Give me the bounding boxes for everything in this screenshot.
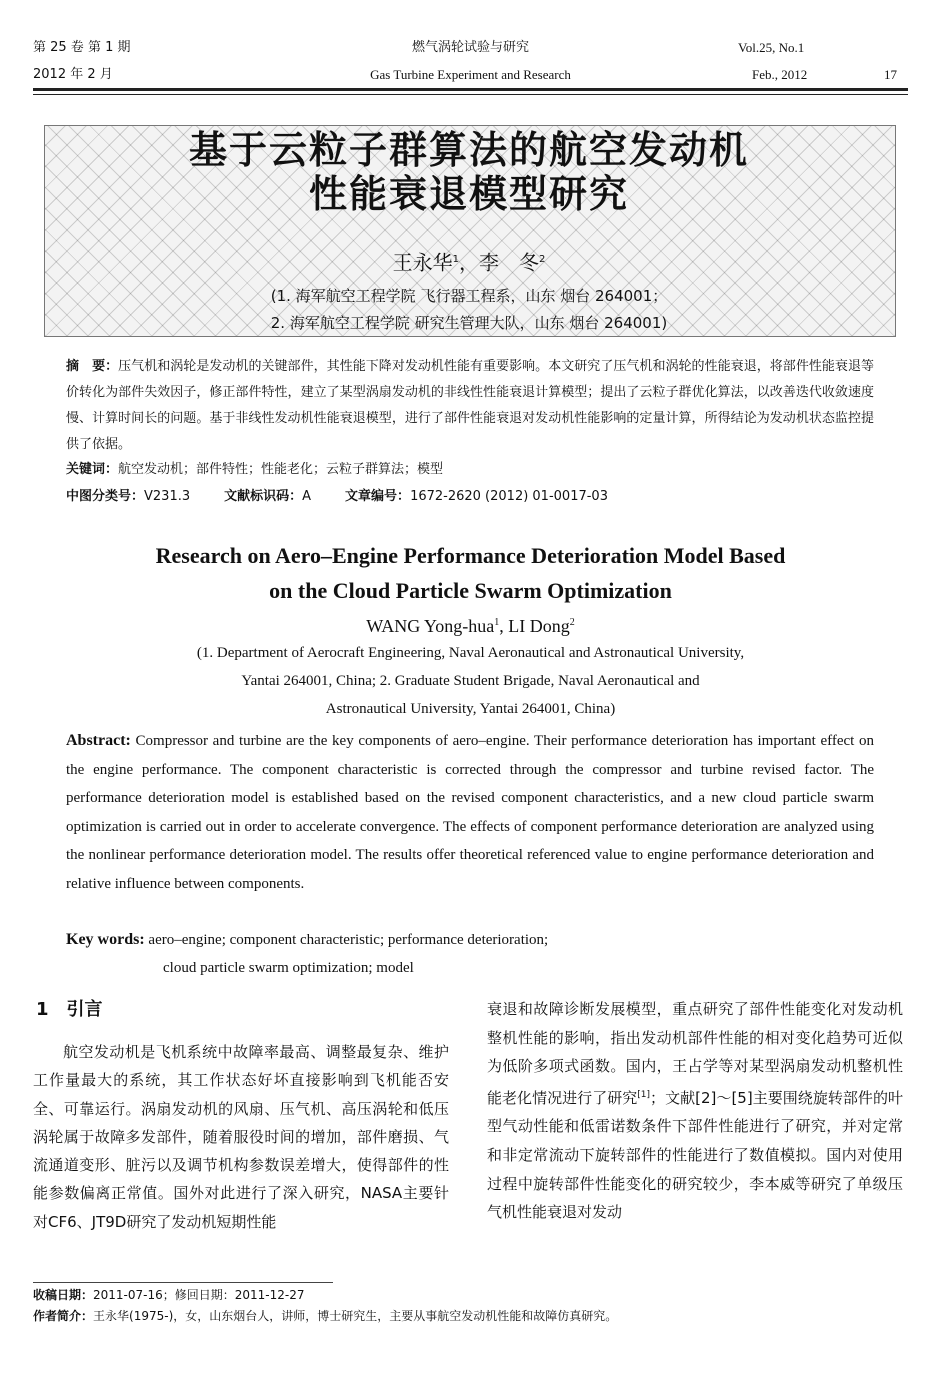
footnote-author-label: 作者简介：: [33, 1309, 94, 1323]
section-heading: 1 引言: [36, 999, 103, 1020]
header-rule-thick: [33, 88, 908, 91]
author-en-1: WANG Yong-hua: [366, 616, 495, 636]
keywords-cn-label: 关键词：: [66, 462, 119, 477]
header-volume-en: Vol.25, No.1: [738, 40, 805, 55]
page-number: 17: [884, 67, 897, 82]
doc-code-value: A: [302, 489, 312, 504]
keywords-en-line1: aero–engine; component characteristic; performance deterioration;: [148, 932, 549, 948]
author-en-sep: ,: [499, 616, 509, 636]
keywords-cn-text: 航空发动机；部件特性；性能老化；云粒子群算法；模型: [118, 462, 444, 477]
footnote-author-text: 王永华(1975-)，女，山东烟台人，讲师，博士研究生，主要从事航空发动机性能和故障仿真研究。: [93, 1309, 618, 1323]
article-no-label: 文章编号：: [345, 489, 411, 504]
header-journal-cn: 燃气涡轮试验与研究: [411, 40, 529, 55]
abstract-cn: [66, 354, 874, 458]
keywords-cn: [66, 460, 443, 480]
author-cn-1: 王永华: [392, 250, 453, 275]
title-en-line1: Research on Aero–Engine Performance Deterioration Model Based: [155, 543, 786, 568]
doc-code-label: 文献标识码：: [224, 489, 303, 504]
authors-en: [0, 612, 941, 637]
title-en-line2: on the Cloud Particle Swarm Optimization: [269, 578, 672, 603]
article-no-value: 1672-2620 (2012) 01-0017-03: [410, 489, 608, 504]
affiliation-cn-line2: 2. 海军航空工程学院 研究生管理大队，山东 烟台 264001): [270, 314, 668, 332]
affiliation-en-line3: Astronautical University, Yantai 264001, China): [325, 701, 616, 717]
footnote-received-label: 收稿日期：: [33, 1288, 94, 1302]
abstract-cn-text: 压气机和涡轮是发动机的关键部件，其性能下降对发动机性能有重要影响。本文研究了压气机和涡轮的性能衰退，将部件性能衰退等价转化为部件失效因子，修正部件特性，建立了某型涡扇发动机的非线性性能衰退计算模型；提出了云粒子群优化算法，以改善迭代收敛速度慢、计算时间长的问题。基于非线性发动机性能衰退模型，进行了部件性能衰退对发动机性能影响的定量计算，所得结论为发动机状态监控提供了依据。: [66, 359, 874, 452]
keywords-en-line2: cloud particle swarm optimization; model: [163, 960, 414, 976]
title-cn-line2: 性能衰退模型研究: [308, 172, 629, 216]
header-date-cn: 2012 年 2 月: [33, 67, 113, 82]
affiliation-en-line1: (1. Department of Aerocraft Engineering, Naval Aeronautical and Astronautical University,: [196, 645, 745, 661]
body-right-text-b: ；文献[2]～[5]主要围绕旋转部件的叶型气动性能和低雷诺数条件下部件性能进行了研究，并对定常和非定常流动下旋转部件的性能进行了数值模拟。国内对使用过程中旋转部件性能变化的研究较少，李本威等研究了单级压气机性能衰退对发动: [487, 1088, 903, 1222]
title-cn-line1: 基于云粒子群算法的航空发动机: [188, 128, 749, 172]
author-cn-1-sup: 1: [452, 254, 459, 265]
abstract-en-label: Abstract:: [66, 732, 131, 749]
footnote-received: [33, 1286, 305, 1304]
header-rule-thin: [33, 94, 908, 95]
footnote-author: [33, 1307, 617, 1325]
footnote-rule: [33, 1282, 333, 1283]
header-journal-en: Gas Turbine Experiment and Research: [370, 67, 571, 82]
author-cn-sep: ，: [459, 250, 479, 275]
author-en-2-sup: 2: [569, 617, 575, 628]
author-en-1-sup: 1: [494, 617, 500, 628]
body-right-text-a: 衰退和故障诊断发展模型，重点研究了部件性能变化对发动机整机性能的影响，指出发动机部件性能的相对变化趋势可近似为低阶多项式函数。国内，王占学等对某型涡扇发动机整机性能老化情况进行了研究: [487, 1000, 903, 1107]
body-left-column: 航空发动机是飞机系统中故障率最高、调整最复杂、维护工作量最大的系统，其工作状态好坏直接影响到飞机能否安全、可靠运行。涡扇发动机的风扇、压气机、高压涡轮和低压涡轮属于故障多发部件，随着服役时间的增加，部件磨损、气流通道变形、脏污以及调节机构参数误差增大，使得部件的性能参数偏离正常值。国外对此进行了深入研究，NASA主要针对CF6、JT9D研究了发动机短期性能: [33, 1043, 449, 1231]
abstract-en: [66, 727, 874, 898]
header-volume-cn: 第 25 卷 第 1 期: [33, 40, 131, 55]
abstract-cn-label: 摘 要：: [66, 359, 119, 374]
keywords-en-label: Key words:: [66, 931, 145, 948]
clc-value: V231.3: [144, 489, 191, 504]
footnote-received-text: 2011-07-16；修回日期：2011-12-27: [93, 1288, 305, 1302]
citation-ref-1: [1]: [637, 1089, 651, 1100]
author-en-2: LI Dong: [508, 616, 570, 636]
affiliation-cn-line1: (1. 海军航空工程学院 飞行器工程系，山东 烟台 264001；: [270, 287, 668, 305]
author-cn-2: 李 冬: [479, 250, 539, 275]
keywords-en: [66, 926, 548, 954]
classification-row: [66, 487, 608, 507]
abstract-en-text: Compressor and turbine are the key components of aero–engine. Their performance deterioration has important effect on the engine performance. The component characteristic is corrected through the compressor and turbine revised factor. The performance deterioration model is established based on the revised component characteristics, and a new cloud particle swarm optimization is carried out in order to accelerate convergence. The effects of component performance deterioration are analyzed using the nonlinear performance deterioration model. The results offer theoretical referenced value to engine performance deterioration and relative influence between components.: [66, 733, 874, 892]
affiliation-en-line2: Yantai 264001, China; 2. Graduate Student Brigade, Naval Aeronautical and: [241, 673, 700, 689]
clc-label: 中图分类号：: [66, 489, 145, 504]
author-cn-2-sup: 2: [539, 254, 546, 265]
header-date-en: Feb., 2012: [752, 67, 808, 82]
authors-cn: [44, 248, 894, 275]
body-right-column: [487, 995, 903, 1227]
